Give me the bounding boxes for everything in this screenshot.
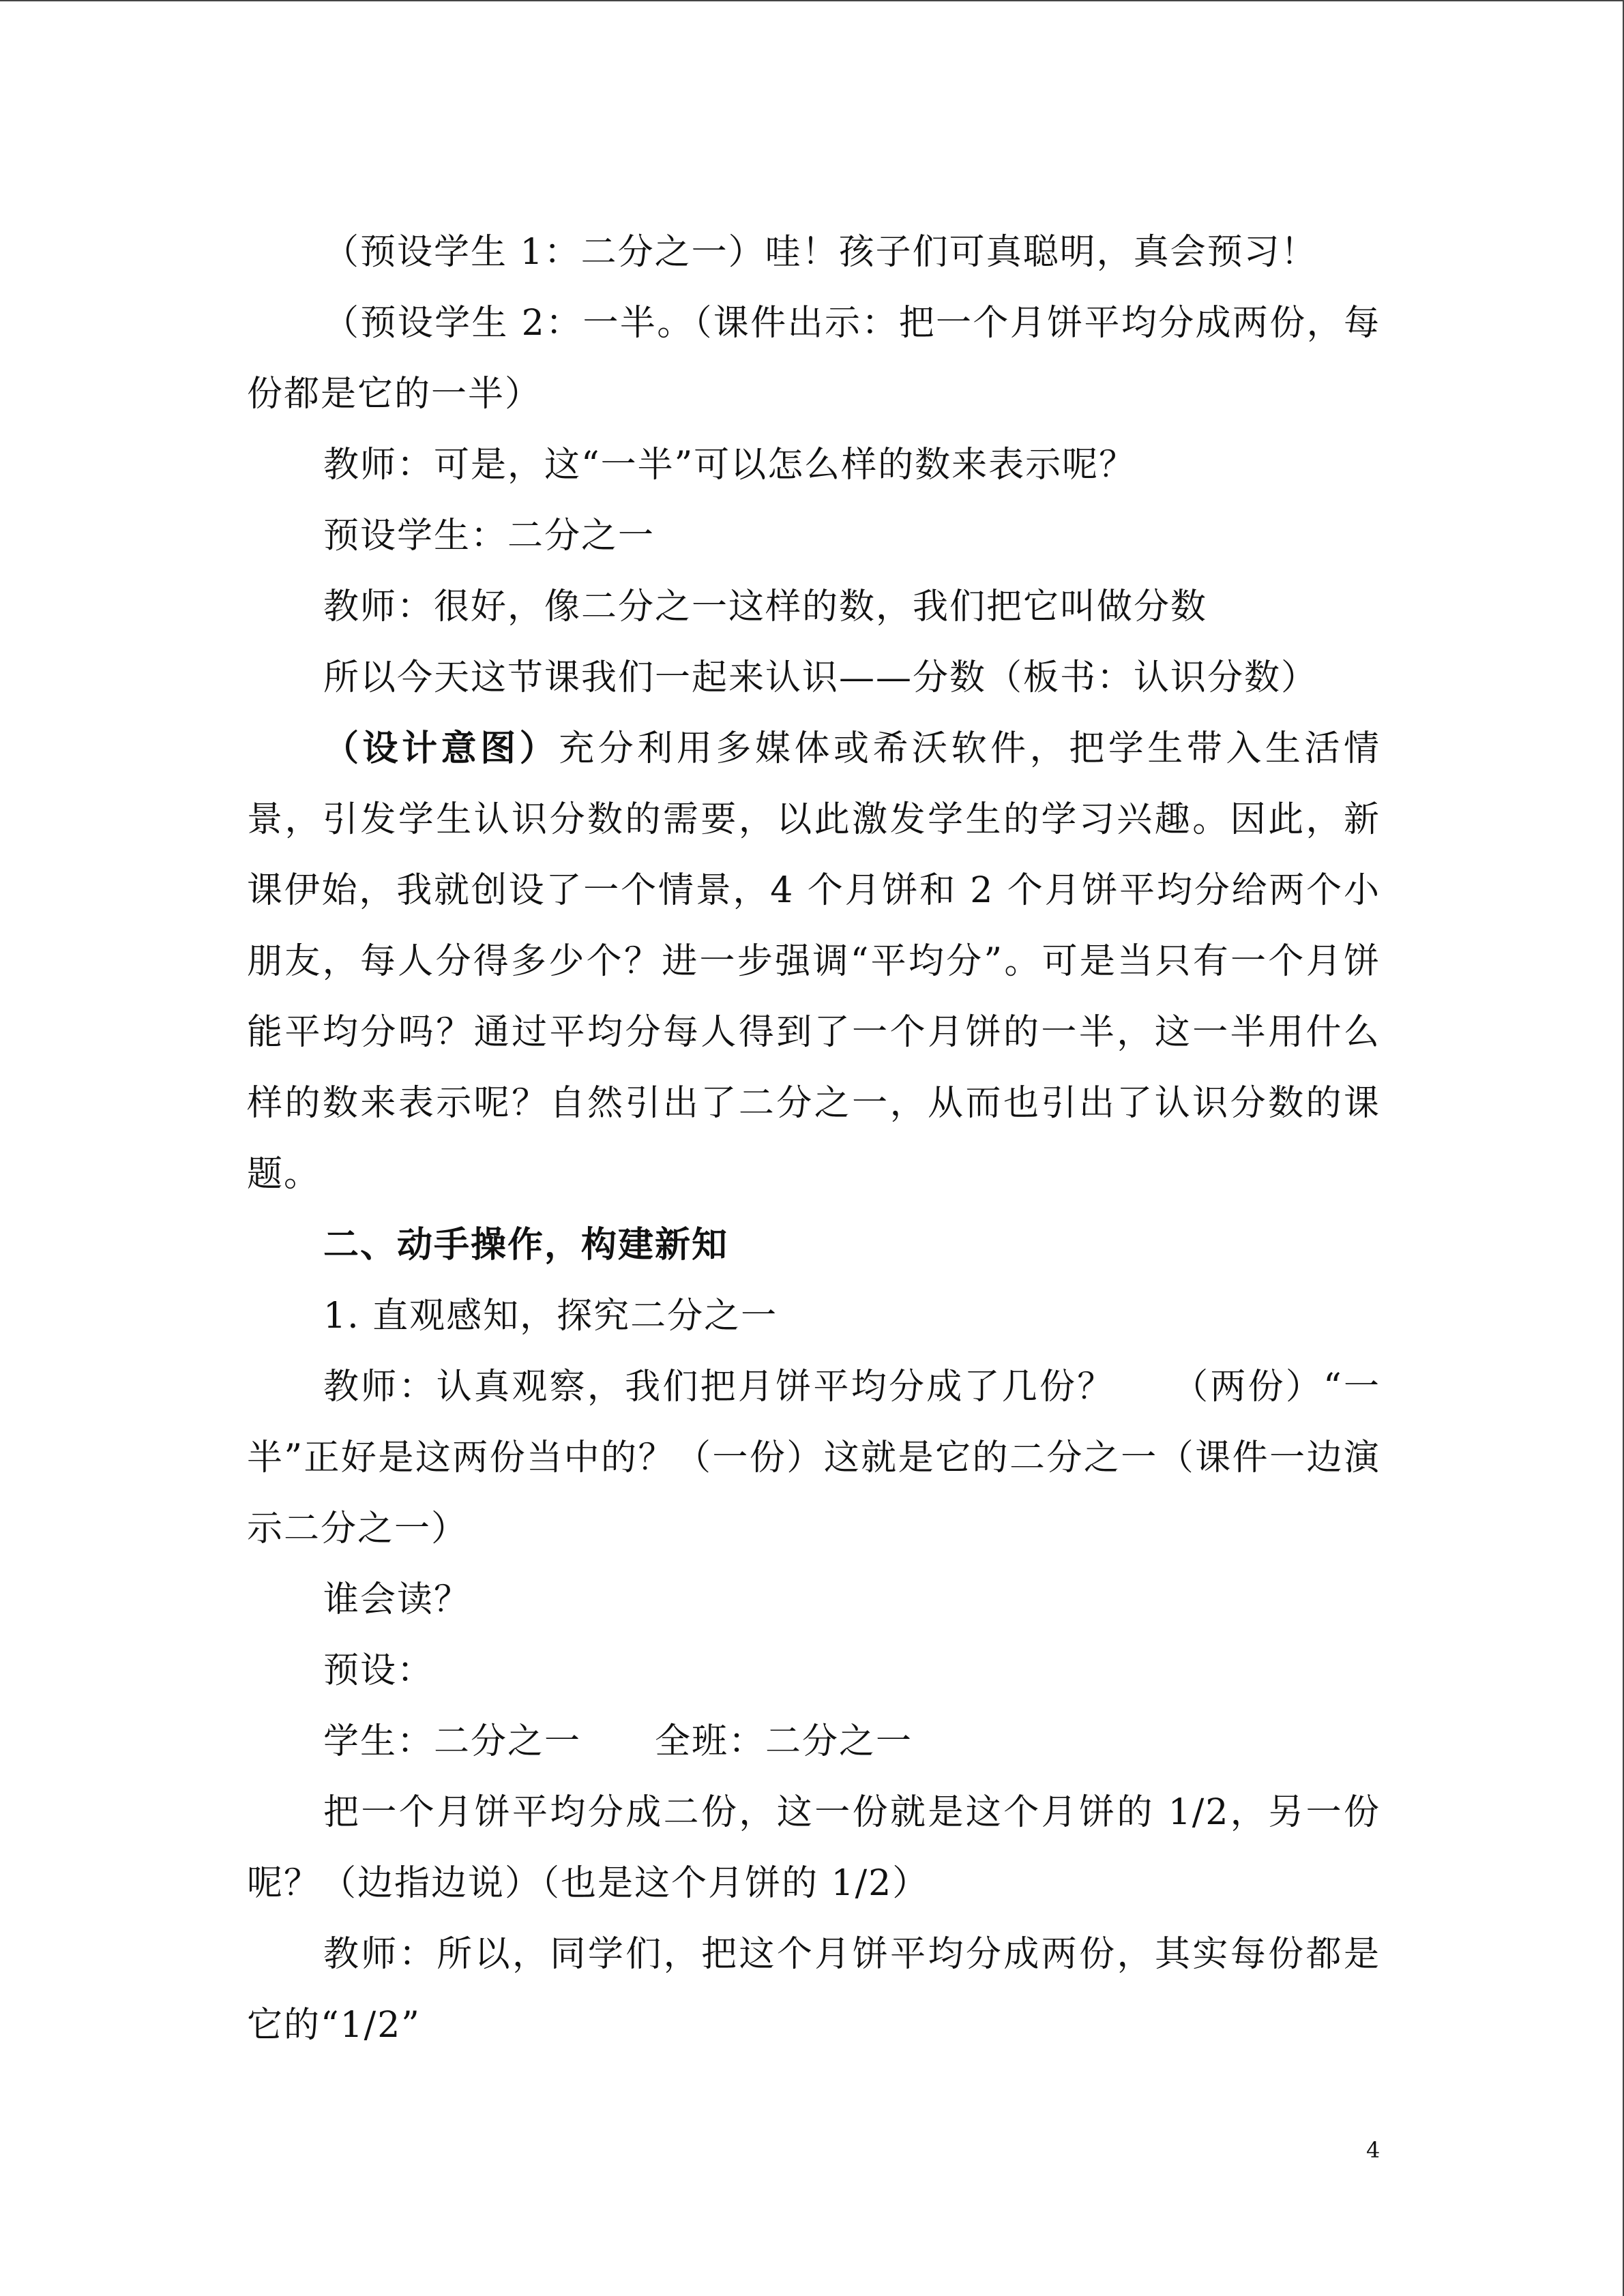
paragraph-preset-student-2: （预设学生 2：一半。（课件出示：把一个月饼平均分成两份，每份都是它的一半）: [247, 303, 1381, 415]
paragraph-student-class: 学生：二分之一 全班：二分之一: [323, 1721, 913, 1762]
paragraph-teacher-summary: 教师：所以，同学们，把这个月饼平均分成两份，其实每份都是它的“1/2”: [247, 1934, 1381, 2046]
section-heading: 二、动手操作，构建新知: [323, 1224, 729, 1266]
design-intent-label: （设计意图）: [323, 728, 559, 769]
paragraph-preset-label: 预设：: [323, 1650, 434, 1691]
paragraph-lesson-topic: 所以今天这节课我们一起来认识——分数（板书：认识分数）: [323, 657, 1318, 698]
paragraph-preset-student-1: （预设学生 1：二分之一）哇！孩子们可真聪明，真会预习！: [323, 232, 1318, 273]
paragraph-teacher-fraction: 教师：很好，像二分之一这样的数，我们把它叫做分数: [323, 586, 1208, 627]
paragraph-who-reads: 谁会读？: [323, 1579, 471, 1620]
paragraph-preset-student: 预设学生：二分之一: [323, 516, 655, 556]
paragraph-design-intent: [247, 713, 1381, 1210]
paragraph-teacher-question: 教师：可是，这“一半”可以怎么样的数来表示呢？: [323, 445, 1136, 486]
document-body: [247, 217, 1381, 2061]
page-number: 4: [1366, 2137, 1381, 2163]
paragraph-half-explanation: 把一个月饼平均分成二份，这一份就是这个月饼的 1/2，另一份呢？（边指边说）（也是这个月饼的 1/2）: [247, 1792, 1381, 1904]
subsection-heading: 1. 直观感知，探究二分之一: [323, 1296, 778, 1337]
page-top-edge: [0, 0, 1624, 1]
paragraph-teacher-observe: 教师：认真观察，我们把月饼平均分成了几份？ （两份）“一半”正好是这两份当中的？（一份）这就是它的二分之一（课件一边演示二分之一）: [247, 1367, 1381, 1549]
design-intent-text: 充分利用多媒体或希沃软件，把学生带入生活情景，引发学生认识分数的需要，以此激发学生的学习兴趣。因此，新课伊始，我就创设了一个情景，4 个月饼和 2 个月饼平均分给两个小朋友，每人分得多少个？进一步强调“平均分”。可是当只有一个月饼能平均分吗？通过平均分每人得到了一个月饼的一半，这一半用什么样的数来表示呢？自然引出了二分之一，从而也引出了认识分数的课题。: [247, 728, 1381, 1195]
